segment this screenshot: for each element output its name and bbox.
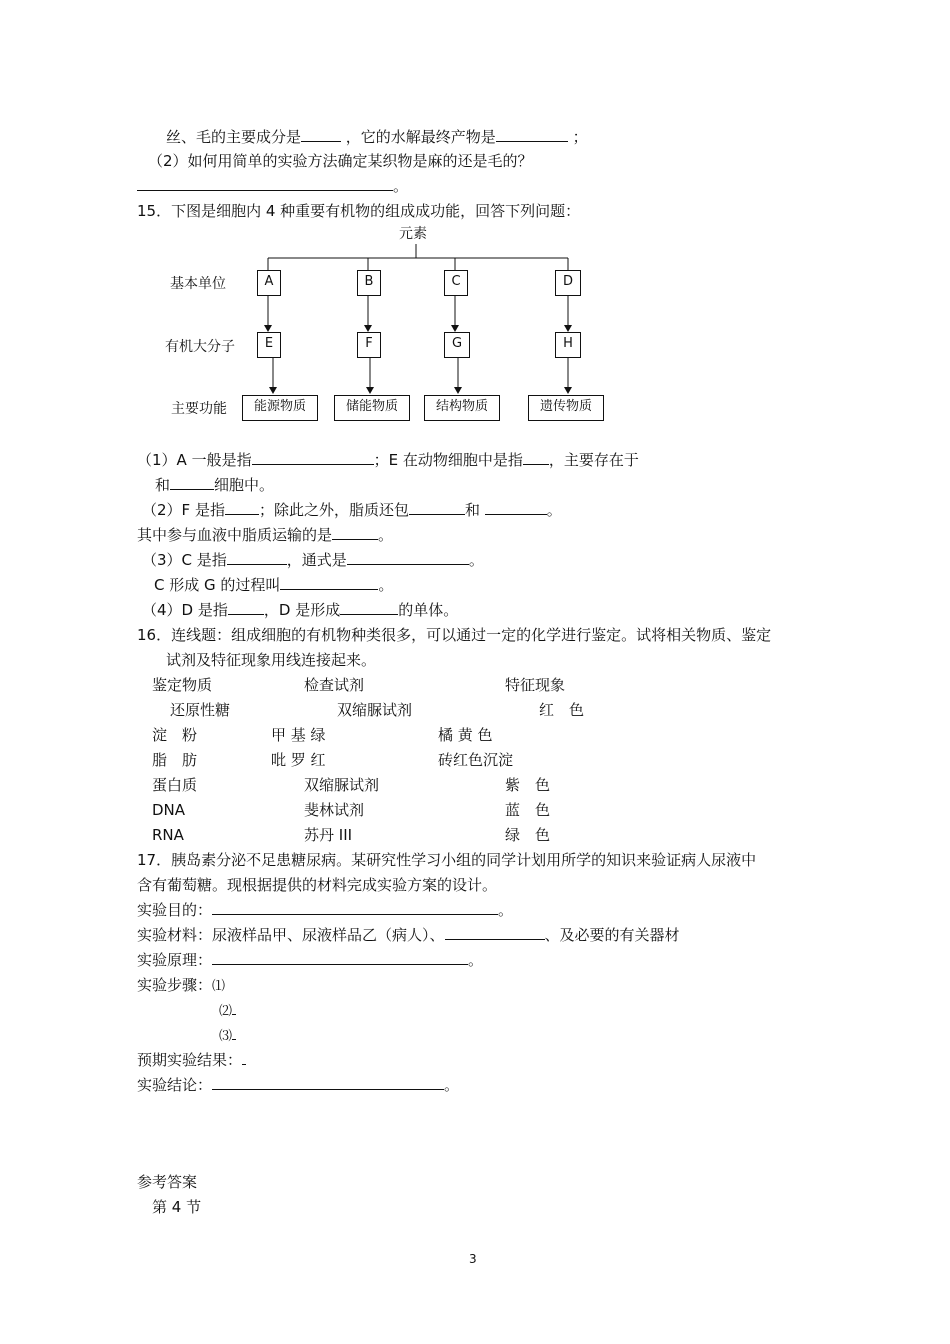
q15-p4 bbox=[142, 600, 458, 620]
q15-p3-text: 。 bbox=[378, 576, 394, 594]
row-label-macro: 有机大分子 bbox=[165, 339, 235, 355]
blank[interactable] bbox=[280, 575, 378, 590]
q15-p4-text: ，D 是形成 bbox=[263, 601, 341, 619]
blank[interactable] bbox=[252, 450, 374, 465]
q17-label: 实验目的： bbox=[137, 901, 213, 919]
row-label-function: 主要功能 bbox=[171, 401, 227, 417]
q15-p3-line2 bbox=[154, 575, 393, 595]
q15-p1-text: ，主要存在于 bbox=[548, 451, 639, 469]
q16-title-1: 16．连线题：组成细胞的有机物种类很多，可以通过一定的化学进行鉴定。试将相关物质、鉴定 bbox=[137, 626, 772, 644]
q14-text-b: ，它的水解最终产物是 bbox=[345, 128, 496, 146]
blank[interactable] bbox=[409, 500, 465, 515]
q17-punct: 。 bbox=[468, 951, 484, 969]
q15-p2-text: ；除此之外，脂质还包 bbox=[258, 501, 409, 519]
substance-item[interactable]: DNA bbox=[152, 801, 186, 819]
blank[interactable] bbox=[332, 525, 378, 540]
reagent-item[interactable]: 双缩脲试剂 bbox=[304, 776, 380, 794]
q15-p2-text: 。 bbox=[546, 501, 562, 519]
q15-p1-line2 bbox=[155, 475, 274, 495]
reagent-item[interactable]: 斐林试剂 bbox=[304, 801, 365, 819]
q15-p3-text: ，通式是 bbox=[286, 551, 347, 569]
blank[interactable] bbox=[227, 550, 287, 565]
q17-punct: 。 bbox=[498, 901, 514, 919]
q15-p4-text: （4）D 是指 bbox=[142, 601, 228, 619]
macro-e: E bbox=[257, 332, 281, 358]
q14-text-a: 丝、毛的主要成分是 bbox=[166, 128, 302, 146]
answers-section: 第 4 节 bbox=[152, 1198, 202, 1216]
q15-p3-text: 。 bbox=[468, 551, 484, 569]
phenomenon-item[interactable]: 砖红色沉淀 bbox=[438, 751, 514, 769]
q15-p2-text: 其中参与血液中脂质运输的是 bbox=[137, 526, 333, 544]
page-number: 3 bbox=[469, 1252, 477, 1266]
row-label-unit: 基本单位 bbox=[170, 276, 226, 292]
q17-title-2: 含有葡萄糖。现根据提供的材料完成实验方案的设计。 bbox=[137, 876, 498, 894]
step-number: ⑵ bbox=[219, 1004, 233, 1019]
q17-purpose bbox=[137, 900, 513, 920]
function-genetic: 遗传物质 bbox=[528, 395, 604, 421]
unit-a: A bbox=[257, 270, 281, 296]
substance-item[interactable]: 脂 肪 bbox=[152, 751, 198, 769]
q14-question-2: （2）如何用简单的实验方法确定某织物是麻的还是毛的？ bbox=[148, 152, 533, 170]
q17-label: 实验步骤： bbox=[137, 976, 213, 994]
q15-p2-text: 。 bbox=[378, 526, 394, 544]
unit-b: B bbox=[357, 270, 381, 296]
answer-blank[interactable] bbox=[445, 925, 545, 940]
reagent-item[interactable]: 双缩脲试剂 bbox=[337, 701, 413, 719]
header-phenomenon: 特征现象 bbox=[505, 676, 566, 694]
q17-step3 bbox=[219, 1025, 236, 1047]
substance-item[interactable]: RNA bbox=[152, 826, 184, 844]
blank[interactable] bbox=[340, 600, 398, 615]
q16-title-2: 试剂及特征现象用线连接起来。 bbox=[166, 651, 377, 669]
q15-p1-text: ；E 在动物细胞中是指 bbox=[373, 451, 523, 469]
q17-punct: 。 bbox=[444, 1076, 460, 1094]
q17-label: 实验材料：尿液样品甲、尿液样品乙（病人）、 bbox=[137, 926, 445, 944]
q15-p4-text: 的单体。 bbox=[398, 601, 459, 619]
q17-label: 实验结论： bbox=[137, 1076, 213, 1094]
step-number: ⑴ bbox=[212, 979, 226, 994]
q17-principle bbox=[137, 950, 483, 970]
q15-title-text: 15．下图是细胞内 4 种重要有机物的组成成功能，回答下列问题： bbox=[137, 202, 581, 220]
phenomenon-item[interactable]: 红 色 bbox=[539, 701, 585, 719]
phenomenon-item[interactable]: 橘 黄 色 bbox=[438, 726, 493, 744]
q15-p3-text: （3）C 是指 bbox=[142, 551, 227, 569]
q17-steps bbox=[137, 975, 225, 997]
reagent-item[interactable]: 甲 基 绿 bbox=[271, 726, 326, 744]
reagent-item[interactable]: 吡 罗 红 bbox=[271, 751, 326, 769]
unit-d: D bbox=[555, 270, 581, 296]
q17-conclusion bbox=[137, 1075, 459, 1095]
substance-item[interactable]: 蛋白质 bbox=[152, 776, 198, 794]
step-number: ⑶ bbox=[219, 1029, 233, 1044]
q17-label: 预期实验结果： bbox=[137, 1051, 243, 1069]
header-reagent: 检查试剂 bbox=[304, 676, 365, 694]
blank[interactable] bbox=[485, 500, 547, 515]
blank[interactable] bbox=[228, 600, 264, 615]
q17-title-1: 17．胰岛素分泌不足患糖尿病。某研究性学习小组的同学计划用所学的知识来验证病人尿液中 bbox=[137, 851, 757, 869]
q15-p1-line1 bbox=[137, 450, 639, 470]
q17-expected bbox=[137, 1050, 246, 1070]
q15-p2-text: （2）F 是指 bbox=[142, 501, 225, 519]
q15-p1-text: 细胞中。 bbox=[214, 476, 275, 494]
q15-p3-line1 bbox=[142, 550, 484, 570]
q15-p2-line2 bbox=[137, 525, 393, 545]
function-energy: 能源物质 bbox=[242, 395, 318, 421]
q17-text: 、及必要的有关器材 bbox=[544, 926, 680, 944]
q14-text-c: ； bbox=[572, 128, 588, 146]
blank[interactable] bbox=[523, 450, 549, 465]
answer-blank[interactable] bbox=[212, 950, 468, 965]
macro-h: H bbox=[555, 332, 581, 358]
macro-g: G bbox=[444, 332, 470, 358]
answers-title: 参考答案 bbox=[137, 1173, 198, 1191]
q15-p2-text: 和 bbox=[464, 501, 480, 519]
q17-step2 bbox=[219, 1000, 236, 1022]
substance-item[interactable]: 淀 粉 bbox=[152, 726, 198, 744]
answer-blank[interactable] bbox=[232, 1000, 236, 1015]
q14-end: 。 bbox=[393, 177, 409, 195]
q15-p2-line1 bbox=[142, 500, 562, 520]
blank[interactable] bbox=[347, 550, 469, 565]
header-substance: 鉴定物质 bbox=[152, 676, 213, 694]
q17-materials bbox=[137, 925, 680, 945]
blank[interactable] bbox=[225, 500, 259, 515]
q17-label: 实验原理： bbox=[137, 951, 213, 969]
unit-c: C bbox=[444, 270, 468, 296]
answer-blank[interactable] bbox=[232, 1025, 236, 1040]
answer-blank[interactable] bbox=[212, 1075, 444, 1090]
reagent-item[interactable]: 苏丹 III bbox=[304, 826, 353, 844]
macro-f: F bbox=[357, 332, 381, 358]
phenomenon-item[interactable]: 蓝 色 bbox=[505, 801, 551, 819]
function-storage: 储能物质 bbox=[334, 395, 410, 421]
phenomenon-item[interactable]: 绿 色 bbox=[505, 826, 551, 844]
q15-p1-text: 和 bbox=[155, 476, 171, 494]
answer-blank[interactable] bbox=[212, 900, 498, 915]
phenomenon-item[interactable]: 紫 色 bbox=[505, 776, 551, 794]
answer-blank[interactable] bbox=[242, 1050, 246, 1065]
function-structure: 结构物质 bbox=[424, 395, 500, 421]
diagram-root: 元素 bbox=[399, 226, 427, 242]
blank[interactable] bbox=[170, 475, 214, 490]
q15-p1-text: （1）A 一般是指 bbox=[137, 451, 252, 469]
q15-p3-text: C 形成 G 的过程叫 bbox=[154, 576, 281, 594]
substance-item[interactable]: 还原性糖 bbox=[170, 701, 231, 719]
